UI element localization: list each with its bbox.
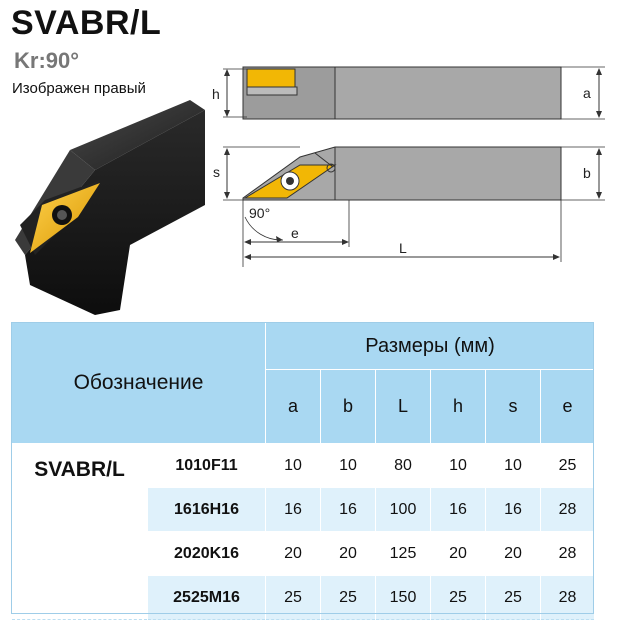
cell-value: 25 [486, 576, 541, 620]
column-header: a [266, 370, 321, 444]
column-header: b [321, 370, 376, 444]
cell-value: 20 [266, 532, 321, 576]
cell-value: 16 [486, 488, 541, 532]
cell-value: 28 [541, 488, 595, 532]
dim-label-b: b [583, 165, 591, 181]
cell-value: 20 [486, 532, 541, 576]
cell-value: 25 [321, 576, 376, 620]
cell-value: 10 [431, 444, 486, 488]
cell-value: 80 [376, 444, 431, 488]
column-header: s [486, 370, 541, 444]
column-header: h [431, 370, 486, 444]
dim-label-s: s [213, 164, 220, 180]
cell-value: 10 [321, 444, 376, 488]
cell-value: 25 [431, 576, 486, 620]
row-code: 1010F11 [148, 444, 266, 488]
kr-angle-label: Kr:90° [14, 48, 80, 73]
cell-value: 16 [321, 488, 376, 532]
cell-value: 16 [431, 488, 486, 532]
row-code: 2525M16 [148, 576, 266, 620]
tool-holder-photo [0, 95, 210, 315]
row-code: 1616H16 [148, 488, 266, 532]
cell-value: 28 [541, 576, 595, 620]
product-title: SVABR/L [11, 4, 162, 42]
dimensions-table [11, 322, 595, 620]
column-header: e [541, 370, 595, 444]
cell-value: 16 [266, 488, 321, 532]
cell-value: 125 [376, 532, 431, 576]
cell-value: 25 [266, 576, 321, 620]
cell-value: 150 [376, 576, 431, 620]
dim-label-h: h [212, 86, 220, 102]
cell-value: 10 [486, 444, 541, 488]
dim-label-L: L [399, 240, 407, 256]
cell-value: 28 [541, 532, 595, 576]
column-header: L [376, 370, 431, 444]
dim-label-e: e [291, 225, 299, 241]
cell-value: 20 [321, 532, 376, 576]
designation-header: Обозначение [12, 323, 266, 444]
technical-drawing [205, 55, 629, 285]
cell-value: 10 [266, 444, 321, 488]
cell-value: 100 [376, 488, 431, 532]
dimensions-header: Размеры (мм) [266, 323, 595, 370]
shown-right-note: Изображен правый [12, 80, 146, 97]
dim-label-a: a [583, 85, 591, 101]
cell-value: 20 [431, 532, 486, 576]
angle-label: 90° [249, 205, 271, 221]
cell-value: 25 [541, 444, 595, 488]
row-code: 2020K16 [148, 532, 266, 576]
series-name: SVABR/L [12, 444, 148, 620]
table-row [12, 444, 595, 488]
